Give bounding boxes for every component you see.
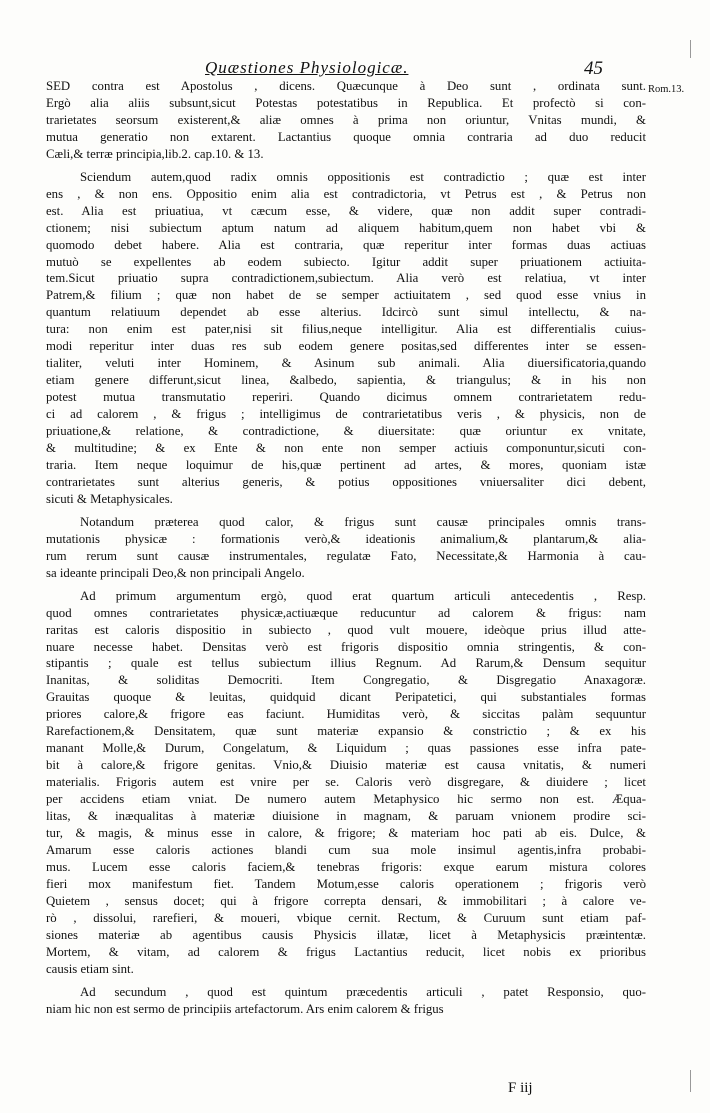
paragraph xyxy=(46,514,646,582)
text-line: tur, & magis, & minus esse in calore, & frigore; & materiam hoc pati ab eis. Dulce, & xyxy=(46,825,646,840)
paragraph xyxy=(46,169,646,508)
text-line: Ad primum argumentum ergò, quod erat quartum articuli antecedentis , Resp. xyxy=(80,588,646,603)
text-line: mutuò se expellentes ab eodem subiecto. Igitur addit super priuationem actiuita- xyxy=(46,254,646,269)
paragraph xyxy=(46,78,646,163)
text-line: SED contra est Apostolus , dicens. Quæcunque à Deo sunt , ordinata sunt. xyxy=(46,79,646,93)
text-line: potest mutua transmutatio reperiri. Quando dicimus omnem contrarietatem redu- xyxy=(46,390,646,405)
text-line: priores calore,& frigore eas faciunt. Humiditas verò, & siccitas palàm sequuntur xyxy=(46,707,646,722)
text-line: stipantis ; quale est tellus subiectum illius Regnum. Ad Rarum,& Densum sequitur xyxy=(46,656,646,671)
text-line: mutua generatio non extarent. Lactantius quoque omnia contraria ad duo reducit xyxy=(46,129,646,144)
text-line: traria. Item neque loquimur de his,quæ pertinent ad artes, & mores, quoniam istæ xyxy=(46,457,646,472)
text-line: siones materiæ ab agentibus causis Physicis illatæ, licet à Metaphysicis præintentæ. xyxy=(46,927,646,942)
text-line: Ad secundum , quod est quintum præcedentis articuli , patet Responsio, quo- xyxy=(80,984,646,999)
text-line: Patrem,& filium ; quæ non habet de se semper actiuitatem , sed quod esse vnius in xyxy=(46,288,646,303)
page-edge-mark xyxy=(690,40,691,58)
text-line: causis etiam sint. xyxy=(46,961,134,976)
running-header-title: Quæstiones Physiologicæ. xyxy=(205,58,409,77)
text-line: Sciendum autem,quod radix omnis oppositionis est contradictio ; quæ est inter xyxy=(80,169,646,184)
text-line: tura: non enim est pater,nisi sit filius,neque intelligitur. Alia est differentialis cuius- xyxy=(46,322,646,337)
text-line: Quietem , sensus docet; qui à frigore correpta densari, & immobilitari ; à calore ve- xyxy=(46,893,646,908)
text-line: sicuti & Metaphysicales. xyxy=(46,491,173,506)
text-line: Grauitas quoque & leuitas, quidquid dicant Peripatetici, qui substantiales formas xyxy=(46,690,646,705)
text-line: nuare necesse habet. Densitas verò est frigoris dispositio omnia stringentis, & con- xyxy=(46,639,646,654)
text-line: ctionem; nisi subiectum aptum natum ad aliquem habitum,quem non habet vbi & xyxy=(46,220,646,235)
text-line: mus. Lucem esse caloris faciem,& tenebras frigoris: exque earum mistura colores xyxy=(46,859,646,874)
text-line: rum rerum sunt causæ instrumentales, regulatæ Fato, Necessitate,& Harmonia à cau- xyxy=(46,548,646,563)
main-text-block xyxy=(46,78,646,1017)
text-line: Amarum esse caloris actiones blandi cum sua mole insimul agentis,infra probabi- xyxy=(46,842,646,857)
text-line: contrarietates sunt alterius generis, & potius oppositiones vniuersaliter dici debent, xyxy=(46,474,646,489)
text-line: quomodo debet habere. Alia est contraria, quæ reperitur inter formas duas actiuas xyxy=(46,237,646,252)
margin-note: Rom.13. xyxy=(648,84,685,95)
text-line: est. Alia est priuatiua, vt cæcum esse, & videre, quæ non addit super contradi- xyxy=(46,203,646,218)
text-line: Cæli,& terræ principia,lib.2. cap.10. & 13. xyxy=(46,146,264,161)
text-line: Rarefactionem,& Densitatem, quæ sunt materiæ expansio & constrictio ; & ex his xyxy=(46,724,646,739)
text-line: Ergò alia aliis subsunt,sicut Potestas potestatibus in Republica. Et profectò si con- xyxy=(46,95,646,110)
text-line: manant Molle,& Durum, Congelatum, & Liquidum ; quas passiones esse infra pate- xyxy=(46,741,646,756)
text-line: raritas est caloris dispositio in subiecto , quod vult mouere, ideòque prius illud atte- xyxy=(46,622,646,637)
page-edge-mark xyxy=(690,1070,691,1092)
text-line: quantum relatiuum dependet ab esse alterius. Idcircò sunt simul intellectu, & na- xyxy=(46,305,646,320)
text-line: mutationis physicæ : formationis verò,& ideationis animalium,& plantarum,& alia- xyxy=(46,531,646,546)
paragraph xyxy=(46,588,646,978)
text-line: trarietates seorsum existerent,& aliæ omnes à prima non oriuntur, Vnitas mundi, & xyxy=(46,112,646,127)
text-line: ens , & non ens. Oppositio enim alia est contradictoria, vt Petrus est , & Petrus non xyxy=(46,186,646,201)
paragraph xyxy=(46,984,646,1018)
text-line: Notandum præterea quod calor, & frigus sunt causæ principales omnis trans- xyxy=(80,514,646,529)
text-line: tialiter, veluti inter Hominem, & Asinum sub animali. Alia diuersificatoria,quando xyxy=(46,356,646,371)
text-line: & multitudine; & ex Ente & non ente non semper actiuis componuntur,sicuti con- xyxy=(46,441,646,456)
text-line: etiam genere differunt,sicut linea, &albedo, sapientia, & triangulus; & in his non xyxy=(46,373,646,388)
text-line: sa ideante principali Deo,& non principali Angelo. xyxy=(46,565,305,580)
page-number: 45 xyxy=(584,58,603,79)
text-line: modi reperitur inter duas res sub eodem genere positas,sed differentes inter se essen- xyxy=(46,339,646,354)
text-line: litas, & inæqualitas à materiæ diuisione in magnam, & paruam vnionem prodire sci- xyxy=(46,809,646,824)
text-line: Inanitas, & soliditas Democriti. Item Congregatio, & Disgregatio Anaxagoræ. xyxy=(46,673,646,688)
signature-mark: F iij xyxy=(508,1080,533,1096)
text-line: niam hic non est sermo de principiis artefactorum. Ars enim calorem & frigus xyxy=(46,1001,444,1016)
text-line: fieri mox manifestum fiet. Tandem Motum,esse caloris operationem ; frigoris verò xyxy=(46,876,646,891)
text-line: rò , dissolui, rarefieri, & moueri, vbique cernit. Rectum, & Curuum sunt etiam paf- xyxy=(46,910,646,925)
text-line: ci ad calorem , & frigus ; intelligimus de contrarietatibus veris , & physicis, non de xyxy=(46,407,646,422)
text-line: Mortem, & vitam, ad calorem & frigus Lactantius reducit, licet nobis ex prioribus xyxy=(46,944,646,959)
text-line: bit à calore,& frigore genitas. Vnio,& Diuisio materiæ est causa vnitatis, & numeri xyxy=(46,758,646,773)
text-line: materialis. Frigoris autem est vnire per se. Caloris verò disgregare, & diuidere ; licet xyxy=(46,775,646,790)
text-line: priuatione,& relatione, & contradictione, & diuersitate: quæ oriuntur ex vnitate, xyxy=(46,424,646,439)
text-line: per accidens etiam vniat. De numero autem Metaphysico hic sermo non est. Æqua- xyxy=(46,792,646,807)
text-line: tem.Sicut priuatio supra contradictionem,subiectum. Alia verò est relatiua, vt inter xyxy=(46,271,646,286)
text-line: quod omnes contrarietates physicæ,actiuæque reducuntur ad calorem & frigus: nam xyxy=(46,605,646,620)
